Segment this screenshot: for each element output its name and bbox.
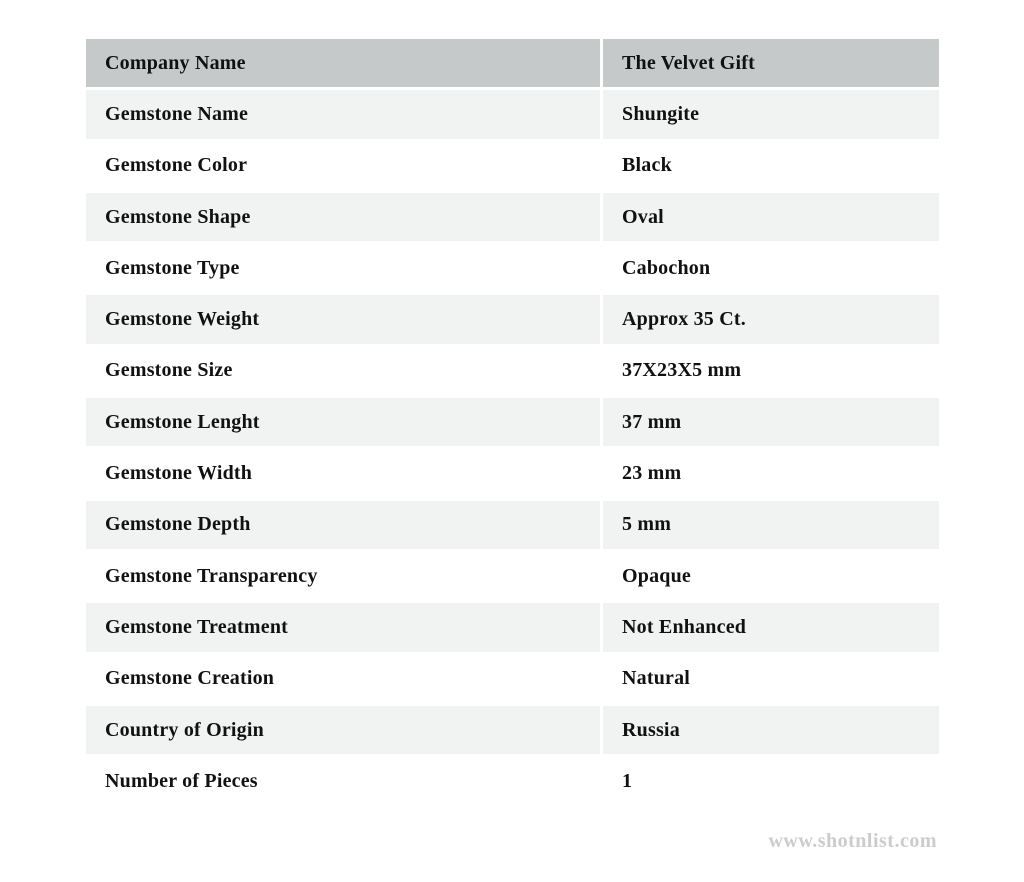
row-value: Shungite xyxy=(603,90,939,138)
watermark-text: www.shotnlist.com xyxy=(768,830,937,852)
spec-table-body xyxy=(86,90,939,805)
table-row xyxy=(86,90,939,138)
table-row xyxy=(86,501,939,549)
row-value: Opaque xyxy=(603,552,939,600)
row-value: 5 mm xyxy=(603,501,939,549)
row-label: Gemstone Width xyxy=(86,449,600,497)
header-value-cell: The Velvet Gift xyxy=(603,39,939,87)
row-label: Gemstone Depth xyxy=(86,501,600,549)
row-value: 37X23X5 mm xyxy=(603,347,939,395)
row-value: Oval xyxy=(603,193,939,241)
row-value: Approx 35 Ct. xyxy=(603,295,939,343)
gemstone-spec-section xyxy=(83,36,942,808)
table-row xyxy=(86,449,939,497)
row-label: Gemstone Shape xyxy=(86,193,600,241)
gemstone-spec-table xyxy=(83,36,942,808)
row-value: Russia xyxy=(603,706,939,754)
table-row xyxy=(86,142,939,190)
row-value: 23 mm xyxy=(603,449,939,497)
row-value: Black xyxy=(603,142,939,190)
table-row xyxy=(86,244,939,292)
row-label: Gemstone Transparency xyxy=(86,552,600,600)
table-row xyxy=(86,552,939,600)
table-row xyxy=(86,603,939,651)
row-value: 1 xyxy=(603,757,939,805)
table-row xyxy=(86,295,939,343)
row-label: Gemstone Type xyxy=(86,244,600,292)
table-row xyxy=(86,706,939,754)
spec-table-header xyxy=(86,39,939,87)
table-row xyxy=(86,193,939,241)
header-label-cell: Company Name xyxy=(86,39,600,87)
table-row xyxy=(86,347,939,395)
table-row xyxy=(86,398,939,446)
row-label: Country of Origin xyxy=(86,706,600,754)
row-label: Gemstone Lenght xyxy=(86,398,600,446)
header-row xyxy=(86,39,939,87)
table-row xyxy=(86,655,939,703)
row-value: Cabochon xyxy=(603,244,939,292)
table-row xyxy=(86,757,939,805)
row-value: Natural xyxy=(603,655,939,703)
row-value: 37 mm xyxy=(603,398,939,446)
row-label: Gemstone Treatment xyxy=(86,603,600,651)
row-label: Gemstone Name xyxy=(86,90,600,138)
row-label: Gemstone Weight xyxy=(86,295,600,343)
row-label: Gemstone Creation xyxy=(86,655,600,703)
row-value: Not Enhanced xyxy=(603,603,939,651)
row-label: Gemstone Size xyxy=(86,347,600,395)
row-label: Number of Pieces xyxy=(86,757,600,805)
row-label: Gemstone Color xyxy=(86,142,600,190)
